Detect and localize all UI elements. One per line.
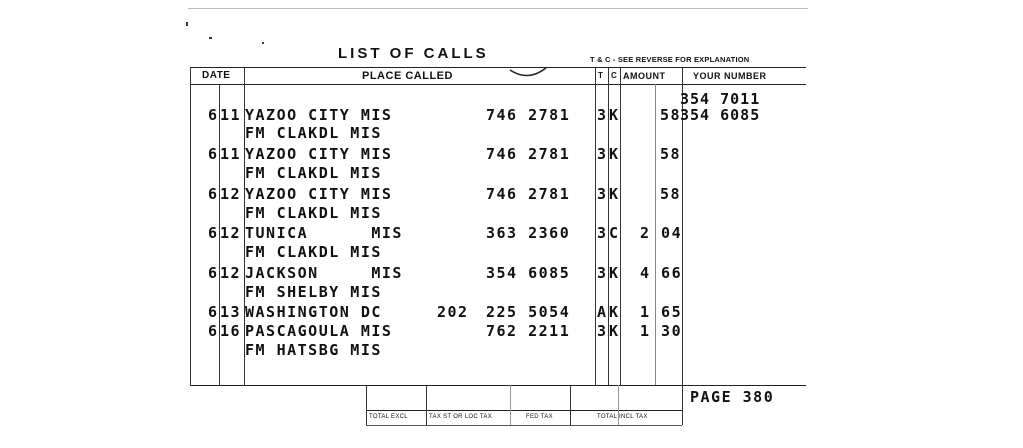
- scan-speck: [209, 37, 212, 39]
- call-day: 11: [220, 145, 242, 163]
- call-number: 225 5054: [486, 303, 571, 321]
- call-number: 762 2211: [486, 322, 571, 340]
- call-place: YAZOO CITY MIS: [245, 185, 393, 203]
- call-from: FM SHELBY MIS: [245, 283, 382, 301]
- call-month: 6: [208, 264, 219, 282]
- call-type-t: 3: [597, 264, 608, 282]
- footer-rule-1: [426, 385, 427, 425]
- footer-fed-tax-label: FED TAX: [526, 414, 553, 420]
- call-amount: 58: [660, 185, 682, 203]
- call-from: FM CLAKDL MIS: [245, 243, 382, 261]
- call-type-t: 3: [597, 224, 608, 242]
- call-type-c: K: [609, 303, 620, 321]
- tc-explanation-note: T & C - SEE REVERSE FOR EXPLANATION: [590, 55, 750, 64]
- call-month: 6: [208, 106, 219, 124]
- call-number: 363 2360: [486, 224, 571, 242]
- call-type-t: 3: [597, 106, 608, 124]
- grid-bottom-rule: [190, 385, 806, 386]
- col-header-your-number: YOUR NUMBER: [693, 71, 767, 81]
- footer-bottom-rule: [366, 410, 682, 411]
- call-place: JACKSON MIS: [245, 264, 403, 282]
- form-title: LIST OF CALLS: [338, 45, 489, 62]
- call-month: 6: [208, 303, 219, 321]
- call-type-t: 3: [597, 185, 608, 203]
- call-month: 6: [208, 185, 219, 203]
- call-day: 11: [220, 106, 242, 124]
- page-number: PAGE 380: [690, 388, 775, 406]
- header-bottom-rule: [190, 84, 806, 85]
- call-day: 12: [220, 185, 242, 203]
- call-place: YAZOO CITY MIS: [245, 106, 393, 124]
- call-from: FM HATSBG MIS: [245, 341, 382, 359]
- call-amount: 58: [660, 145, 682, 163]
- call-amount: 4 66: [640, 264, 683, 282]
- call-number: 354 6085: [486, 264, 571, 282]
- call-amount: 1 30: [640, 322, 683, 340]
- call-type-c: K: [609, 106, 620, 124]
- call-place: TUNICA MIS: [245, 224, 403, 242]
- call-month: 6: [208, 145, 219, 163]
- call-amount: 58: [660, 106, 682, 124]
- call-type-c: C: [609, 224, 620, 242]
- call-type-c: K: [609, 322, 620, 340]
- tear-curve-mark: [508, 66, 548, 80]
- col-header-place-called: PLACE CALLED: [362, 70, 453, 82]
- footer-rule-left: [366, 385, 367, 425]
- footer-rule-3: [570, 385, 571, 425]
- col-header-c: C: [611, 71, 618, 80]
- col-header-amount: AMOUNT: [623, 71, 666, 81]
- call-amount: 2 04: [640, 224, 683, 242]
- footer-tax-st-label: TAX ST OR LOC TAX: [429, 414, 493, 420]
- footer-rule-right: [682, 385, 683, 425]
- call-day: 12: [220, 264, 242, 282]
- footer-total-incl-label: TOTAL INCL TAX: [597, 414, 648, 420]
- call-place: WASHINGTON DC: [245, 303, 382, 321]
- call-day: 16: [220, 322, 242, 340]
- scan-speck: [262, 42, 264, 44]
- call-type-c: K: [609, 185, 620, 203]
- call-month: 6: [208, 322, 219, 340]
- call-number: 746 2781: [486, 106, 571, 124]
- call-from: FM CLAKDL MIS: [245, 164, 382, 182]
- footer-underline: [366, 425, 682, 426]
- col-header-t: T: [598, 71, 604, 80]
- call-day: 13: [220, 303, 242, 321]
- scan-speck: [186, 22, 188, 26]
- call-type-t: 3: [597, 145, 608, 163]
- call-type-c: K: [609, 145, 620, 163]
- call-place: PASCAGOULA MIS: [245, 322, 393, 340]
- call-number: 746 2781: [486, 185, 571, 203]
- call-type-t: A: [597, 303, 608, 321]
- your-number-line: 354 6085: [680, 106, 761, 124]
- call-type-t: 3: [597, 322, 608, 340]
- call-day: 12: [220, 224, 242, 242]
- rule-c-amount: [620, 67, 621, 385]
- footer-total-excl-label: TOTAL EXCL: [369, 414, 408, 420]
- call-place: YAZOO CITY MIS: [245, 145, 393, 163]
- call-amount: 1 65: [640, 303, 683, 321]
- scan-mark-top: [188, 8, 808, 9]
- call-from: FM CLAKDL MIS: [245, 124, 382, 142]
- call-month: 6: [208, 224, 219, 242]
- rule-left-edge: [190, 67, 191, 385]
- rule-place-t: [595, 67, 596, 385]
- call-type-c: K: [609, 264, 620, 282]
- call-number: 746 2781: [486, 145, 571, 163]
- col-header-date: DATE: [202, 70, 231, 81]
- call-area-code: 202: [437, 303, 469, 321]
- your-number-line: 354 7011: [680, 90, 761, 108]
- footer-rule-2: [510, 385, 511, 425]
- call-from: FM CLAKDL MIS: [245, 204, 382, 222]
